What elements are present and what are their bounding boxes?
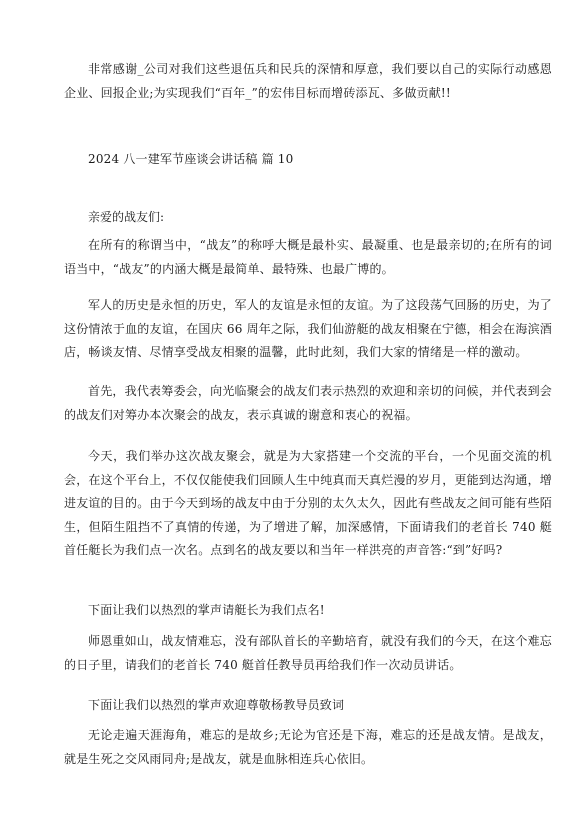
section-title: 2024 八一建军节座谈会讲话稿 篇 10	[88, 152, 294, 166]
body-paragraph-7: 下面让我们以热烈的掌声欢迎尊敬杨教导员致词	[88, 698, 345, 712]
body-paragraph-5: 下面让我们以热烈的掌声请艇长为我们点名!	[88, 603, 325, 617]
body-paragraph-4: 今天，我们举办这次战友聚会，就是为大家搭建一个交流的平台，一个见面交流的机会，在这个平台上，不仅仅能使我们回顾人生中纯真而天真烂漫的岁月，更能到达沟通，增进友谊的目的。由于今天到场的战友中由于分别的太久太久，因此有些战友之间可能有些陌生，但陌生阻挡不了真情的传递，为了增进了解，加深感情，下面请我们的老首长 740 艇首任艇长为我们点一次名。点到名的战友要以和当年一样洪亮的声音答:“到”好吗?	[64, 449, 553, 557]
body-paragraph-1: 在所有的称谓当中，“战友”的称呼大概是最朴实、最凝重、也是最亲切的;在所有的词语当中，“战友”的内涵大概是最简单、最特殊、也最广博的。	[64, 238, 552, 276]
body-paragraph-6: 师恩重如山，战友情难忘，没有部队首长的辛勤培育，就没有我们的今天，在这个难忘的日子里，请我们的老首长 740 艇首任教导员再给我们作一次动员讲话。	[64, 634, 552, 672]
body-paragraph-3: 首先，我代表筹委会，向光临聚会的战友们表示热烈的欢迎和亲切的问候，并代表到会的战友们对筹办本次聚会的战友，表示真诚的谢意和衷心的祝福。	[64, 384, 552, 422]
intro-paragraph: 非常感谢_公司对我们这些退伍兵和民兵的深情和厚意，我们要以自己的实际行动感恩企业、回报企业;为实现我们“百年_”的宏伟目标而增砖添瓦、多做贡献!!	[64, 62, 552, 100]
body-paragraph-8: 无论走遍天涯海角，难忘的是故乡;无论为官还是下海，难忘的还是战友情。是战友，就是生死之交风雨同舟;是战友，就是血脉相连兵心依旧。	[64, 728, 552, 766]
salutation: 亲爱的战友们:	[88, 210, 165, 224]
body-paragraph-2: 军人的历史是永恒的历史，军人的友谊是永恒的友谊。为了这段荡气回肠的历史，为了这份情浓于血的友谊，在国庆 66 周年之际，我们仙游艇的战友相聚在宁德，相会在海滨酒店，畅谈友情、尽情享受战友相聚的温馨，此时此刻，我们大家的情绪是一样的激动。	[64, 298, 552, 359]
